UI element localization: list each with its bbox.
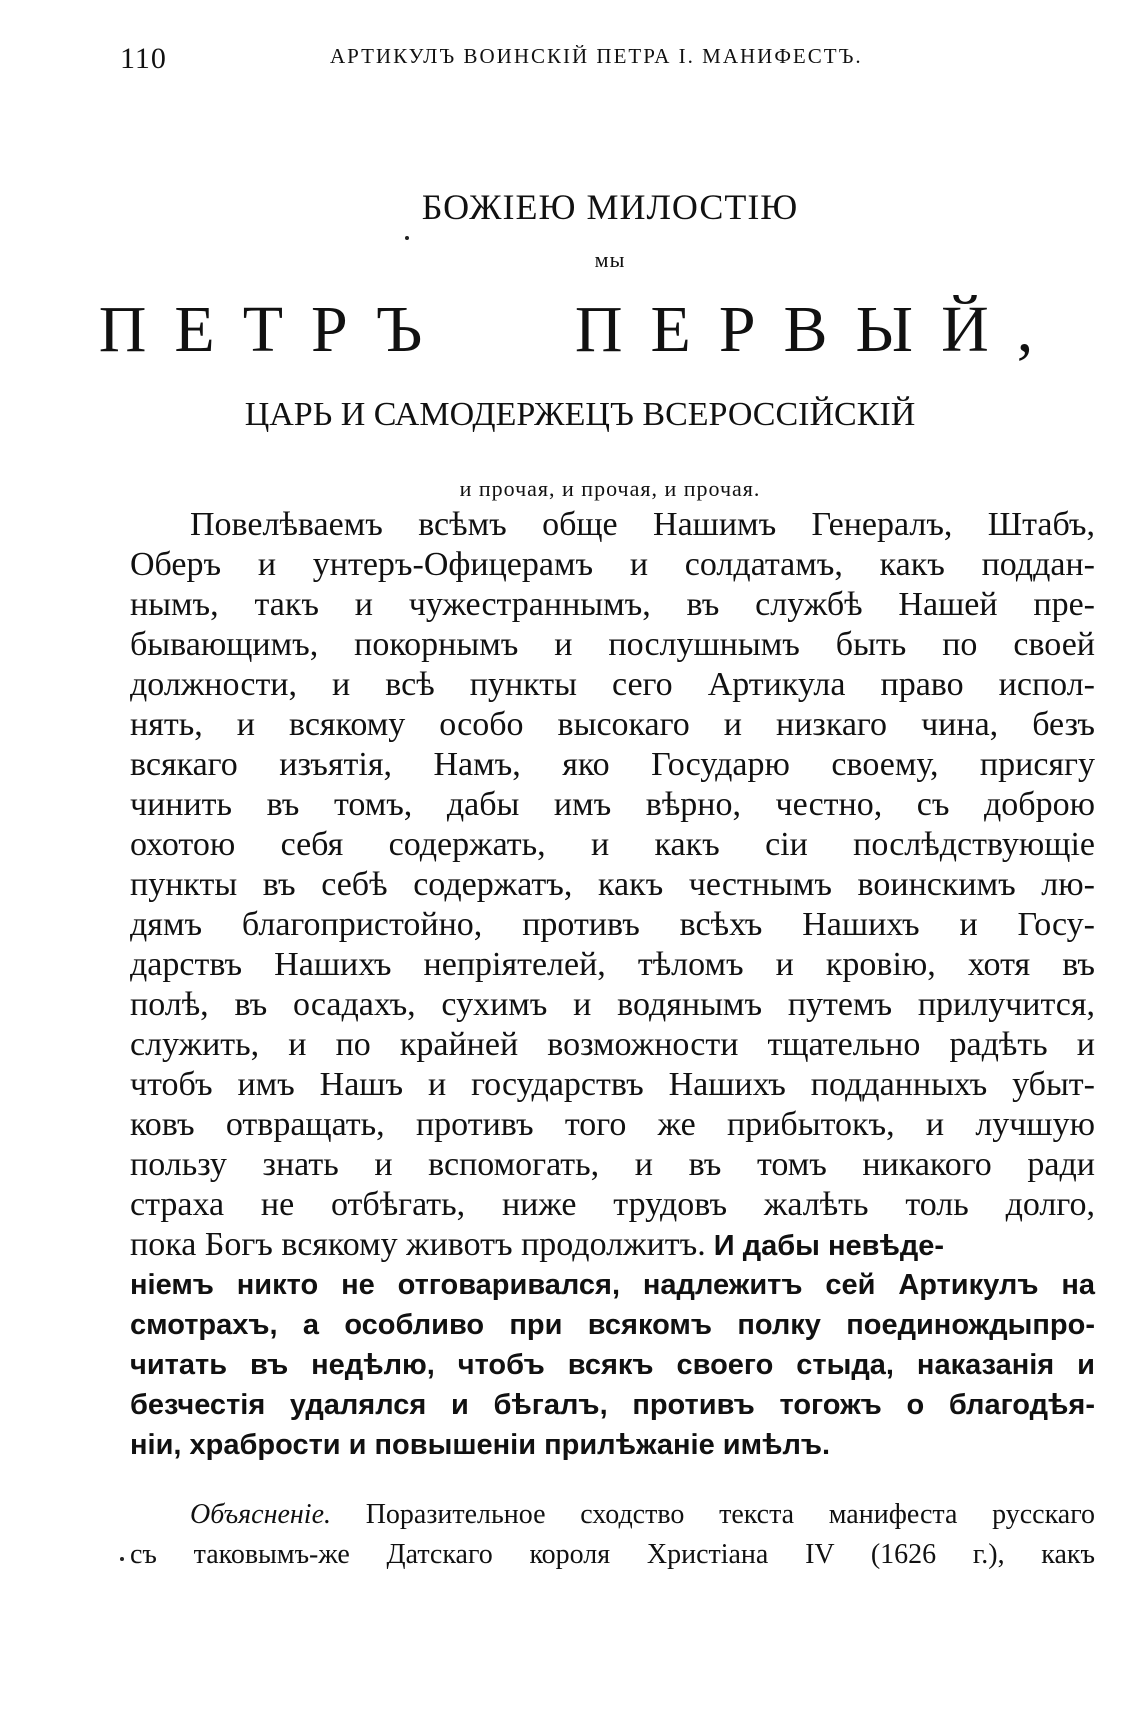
body-line: бывающимъ, покорнымъ и послушнымъ быть по своей [130, 626, 1095, 663]
body-line: ковъ отвращать, противъ того же прибытокъ, и лучшую [130, 1106, 1095, 1143]
running-title: АРТИКУЛЪ ВОИНСКІЙ ПЕТРА I. МАНИФЕСТЪ. [330, 44, 863, 68]
body-line: чтобъ имъ Нашъ и государствъ Нашихъ подданныхъ убыт- [130, 1066, 1095, 1103]
body-line: чинить въ томъ, дабы имъ вѣрно, честно, съ доброю [130, 786, 1095, 823]
body-line: Повелѣваемъ всѣмъ обще Нашимъ Генералъ, Штабъ, [190, 506, 1095, 543]
body-line-bold-part: И дабы невѣде- [705, 1230, 945, 1262]
print-speck [405, 236, 409, 240]
title-et-cetera: и прочая, и прочая, и прочая. [459, 476, 761, 501]
body-line: всякаго изъятія, Намъ, яко Государю своему, присягу [130, 746, 1095, 783]
body-line-serif-part: пока Богъ всякому животъ продолжитъ. [130, 1226, 706, 1263]
note-label: Объясненіе. [190, 1499, 331, 1530]
note-line [190, 1497, 1095, 1533]
bold-body-line: читать въ недѣлю, чтобъ всякъ своего стыда, наказанія и [130, 1349, 1095, 1381]
body-line: должности, и всѣ пункты сего Артикула право испол- [130, 666, 1095, 703]
bold-body-line: безчестія удалялся и бѣгалъ, противъ тогожъ о благодѣя- [130, 1389, 1095, 1421]
print-speck [120, 1557, 124, 1561]
title-by-grace: БОЖІЕЮ МИЛОСТІЮ [421, 187, 799, 227]
body-line: пункты въ себѣ содержатъ, какъ честнымъ воинскимъ лю- [130, 866, 1095, 903]
body-line: дарствъ Нашихъ непріятелей, тѣломъ и кровію, хотя въ [130, 946, 1095, 983]
body-line: пользу знать и вспомогать, и въ томъ никакого ради [130, 1146, 1095, 1183]
body-line: служить, и по крайней возможности тщательно радѣть и [130, 1026, 1095, 1063]
body-line: Оберъ и унтеръ-Офицерамъ и солдатамъ, какъ поддан- [130, 546, 1095, 583]
note-line-text: Поразительное сходство текста манифеста русскаго [331, 1499, 1095, 1530]
title-we: мы [594, 247, 626, 272]
title-tsar-autocrat: ЦАРЬ И САМОДЕРЖЕЦЪ ВСЕРОССІЙСКІЙ [244, 396, 916, 433]
title-peter-the-first: ПЕТРЪ ПЕРВЫЙ, [98, 293, 1062, 366]
body-line: полѣ, въ осадахъ, сухимъ и водянымъ путемъ прилучится, [130, 986, 1095, 1023]
body-line: нымъ, такъ и чужестраннымъ, въ службѣ Нашей пре- [130, 586, 1095, 623]
bold-body-line: ніемъ никто не отговаривался, надлежитъ сей Артикулъ на [130, 1269, 1095, 1301]
body-line: нять, и всякому особо высокаго и низкаго чина, безъ [130, 706, 1095, 743]
body-line: дямъ благопристойно, противъ всѣхъ Нашихъ и Госу- [130, 906, 1095, 943]
bold-body-line: ніи, храбрости и повышеніи прилѣжаніе имѣлъ. [130, 1429, 831, 1461]
body-line: страха не отбѣгать, ниже трудовъ жалѣть толь долго, [130, 1186, 1095, 1223]
note-line: съ таковымъ-же Датскаго короля Христіана IV (1626 г.), какъ [130, 1539, 1095, 1570]
body-line: охотою себя содержать, и какъ сіи послѣдствующіе [130, 826, 1095, 863]
page-number: 110 [120, 42, 167, 75]
bold-body-line: смотрахъ, а особливо при всякомъ полку поединождыпро- [130, 1309, 1095, 1341]
